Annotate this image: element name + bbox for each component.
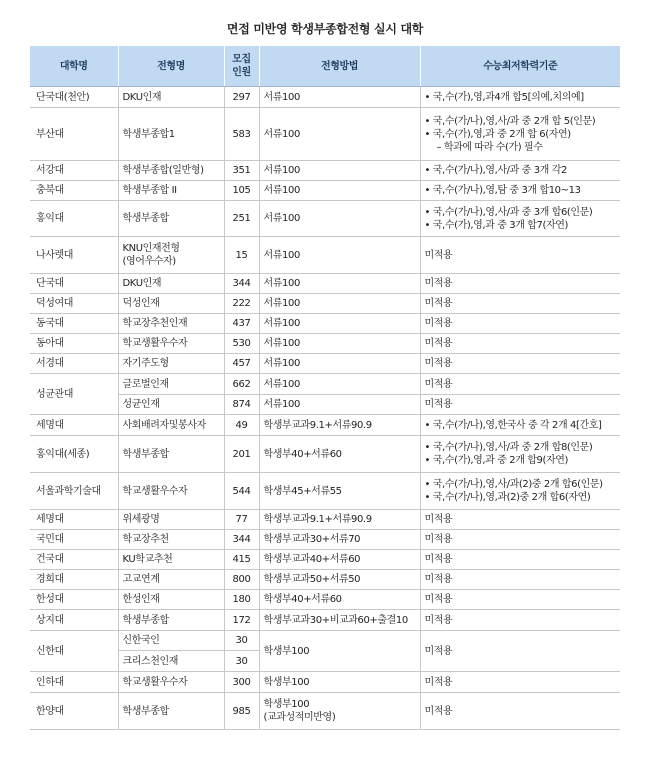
criteria-list [425, 297, 617, 310]
cell-criteria [420, 415, 620, 436]
cell-univ: 홍익대 [30, 201, 118, 237]
cell-quota: 49 [224, 415, 259, 436]
criteria-item: • 국,수(가/나),영,한국사 중 각 2개 4[간호] [424, 419, 602, 431]
table-header-row [30, 46, 620, 87]
cell-univ: 서경대 [30, 354, 118, 374]
cell-criteria [420, 395, 620, 415]
cell-method: 학생부100 [259, 672, 420, 693]
cell-type: 크리스천인재 [118, 651, 224, 672]
cell-univ: 충북대 [30, 181, 118, 201]
cell-type: 고교연계 [118, 570, 224, 590]
criteria-list [425, 184, 617, 197]
cell-quota: 344 [224, 530, 259, 550]
cell-method: 학생부100 (교과성적미반영) [259, 693, 420, 730]
cell-univ: 한성대 [30, 590, 118, 610]
cell-type: 덕성인재 [118, 294, 224, 314]
cell-method: 서류100 [259, 161, 420, 181]
cell-method: 서류100 [259, 87, 420, 108]
cell-criteria [420, 510, 620, 530]
cell-type: DKU인재 [118, 87, 224, 108]
cell-method: 학생부100 [259, 631, 420, 672]
cell-univ: 단국대(천안) [30, 87, 118, 108]
cell-quota: 30 [224, 651, 259, 672]
cell-method: 서류100 [259, 201, 420, 237]
criteria-item: • 국,수(가/나),영,사/과(2)중 2개 합6(인문) [424, 479, 603, 490]
cell-quota: 351 [224, 161, 259, 181]
criteria-item: • 국,수(가),영,과4개 합5[의예,치의예] [424, 91, 584, 103]
cell-method: 학생부교과9.1+서류90.9 [259, 510, 420, 530]
cell-quota: 297 [224, 87, 259, 108]
cell-method: 학생부교과50+서류50 [259, 570, 420, 590]
cell-type: 학생부종합 II [118, 181, 224, 201]
criteria-item: 미적용 [424, 676, 453, 688]
criteria-list [425, 645, 617, 658]
cell-univ: 인하대 [30, 672, 118, 693]
criteria-item: 미적용 [424, 574, 453, 585]
cell-quota: 544 [224, 473, 259, 510]
cell-univ: 나사렛대 [30, 237, 118, 274]
criteria-item: 미적용 [424, 645, 453, 657]
cell-method: 학생부교과30+비교과60+출결10 [259, 610, 420, 631]
cell-univ: 서강대 [30, 161, 118, 181]
table-row [30, 161, 620, 181]
cell-quota: 172 [224, 610, 259, 631]
cell-quota: 300 [224, 672, 259, 693]
cell-method: 학생부45+서류55 [259, 473, 420, 510]
cell-method: 서류100 [259, 237, 420, 274]
cell-univ: 동국대 [30, 314, 118, 334]
table-row [30, 610, 620, 631]
cell-univ: 한양대 [30, 693, 118, 730]
cell-type: 학생부종합1 [118, 108, 224, 161]
cell-criteria [420, 473, 620, 510]
cell-univ: 신한대 [30, 631, 118, 672]
cell-method: 서류100 [259, 274, 420, 294]
cell-criteria [420, 334, 620, 354]
cell-univ: 동아대 [30, 334, 118, 354]
cell-univ: 성균관대 [30, 374, 118, 415]
table-row [30, 436, 620, 473]
criteria-list [425, 164, 617, 177]
criteria-item: 미적용 [424, 614, 453, 626]
cell-quota: 251 [224, 201, 259, 237]
criteria-list [425, 378, 617, 391]
cell-univ: 세명대 [30, 510, 118, 530]
header-method: 전형방법 [259, 46, 420, 87]
criteria-list [425, 513, 617, 526]
table-row [30, 314, 620, 334]
cell-criteria [420, 201, 620, 237]
criteria-list [425, 337, 617, 350]
criteria-list [425, 441, 617, 467]
cell-quota: 583 [224, 108, 259, 161]
cell-type: 성균인재 [118, 395, 224, 415]
cell-method: 서류100 [259, 374, 420, 395]
criteria-list [425, 533, 617, 546]
criteria-item: • 국,수(가),영,과 중 3개 합7(자연) [424, 219, 568, 231]
cell-type: 신한국인 [118, 631, 224, 651]
criteria-item: 미적용 [424, 399, 453, 410]
criteria-list [425, 705, 617, 718]
table-row [30, 473, 620, 510]
cell-method: 서류100 [259, 108, 420, 161]
table-row [30, 550, 620, 570]
table-row [30, 87, 620, 108]
criteria-item: 미적용 [424, 705, 453, 717]
cell-criteria [420, 354, 620, 374]
cell-univ: 세명대 [30, 415, 118, 436]
header-type: 전형명 [118, 46, 224, 87]
criteria-item: – 학과에 따라 수(가) 필수 [436, 141, 543, 153]
table-row [30, 570, 620, 590]
criteria-list [425, 357, 617, 370]
cell-criteria [420, 374, 620, 395]
criteria-item: • 국,수(가/나),영,사/과 중 2개 합8(인문) [424, 442, 593, 453]
cell-univ: 덕성여대 [30, 294, 118, 314]
cell-type: 학교장추천인재 [118, 314, 224, 334]
cell-univ: 홍익대(세종) [30, 436, 118, 473]
criteria-list [425, 206, 617, 232]
table-row [30, 631, 620, 651]
cell-criteria [420, 550, 620, 570]
universities-table [30, 45, 620, 730]
cell-type: KU학교추천 [118, 550, 224, 570]
cell-quota: 222 [224, 294, 259, 314]
criteria-list [425, 317, 617, 330]
table-row [30, 590, 620, 610]
page-title: 면접 미반영 학생부종합전형 실시 대학 [226, 22, 424, 36]
cell-quota: 530 [224, 334, 259, 354]
cell-quota: 201 [224, 436, 259, 473]
cell-method: 서류100 [259, 334, 420, 354]
cell-type: 학생부종합 [118, 610, 224, 631]
criteria-item: • 국,수(가/나),영,사/과 중 2개 합 5(인문) [424, 115, 596, 127]
criteria-list [425, 419, 617, 432]
cell-criteria [420, 530, 620, 550]
table-row [30, 374, 620, 395]
cell-method: 서류100 [259, 181, 420, 201]
cell-type: KNU인재전형 (영어우수자) [118, 237, 224, 274]
table-row [30, 672, 620, 693]
cell-univ: 상지대 [30, 610, 118, 631]
cell-method: 서류100 [259, 354, 420, 374]
table-row [30, 274, 620, 294]
cell-criteria [420, 237, 620, 274]
criteria-item: • 국,수(가/나),영,과(2)중 2개 합6(자연) [424, 492, 591, 503]
criteria-item: 미적용 [424, 594, 453, 605]
cell-type: DKU인재 [118, 274, 224, 294]
table-row [30, 530, 620, 550]
criteria-list [425, 277, 617, 290]
cell-criteria [420, 87, 620, 108]
cell-criteria [420, 631, 620, 672]
criteria-list [425, 593, 617, 606]
cell-method: 학생부교과40+서류60 [259, 550, 420, 570]
criteria-item: 미적용 [424, 338, 453, 349]
cell-method: 학생부40+서류60 [259, 590, 420, 610]
cell-quota: 415 [224, 550, 259, 570]
table-row [30, 415, 620, 436]
cell-quota: 874 [224, 395, 259, 415]
cell-type: 학생부종합 [118, 693, 224, 730]
criteria-item: • 국,수(가),영,과 중 2개 합 6(자연) [424, 128, 571, 140]
cell-univ: 부산대 [30, 108, 118, 161]
cell-type: 사회배려자및봉사자 [118, 415, 224, 436]
cell-quota: 985 [224, 693, 259, 730]
criteria-item: 미적용 [424, 278, 453, 289]
cell-quota: 30 [224, 631, 259, 651]
cell-quota: 15 [224, 237, 259, 274]
cell-method: 서류100 [259, 294, 420, 314]
cell-criteria [420, 274, 620, 294]
cell-quota: 437 [224, 314, 259, 334]
cell-type: 학교생활우수자 [118, 672, 224, 693]
criteria-item: 미적용 [424, 378, 453, 390]
criteria-list [425, 573, 617, 586]
cell-criteria [420, 693, 620, 730]
table-row [30, 693, 620, 730]
criteria-list [425, 478, 617, 504]
cell-criteria [420, 570, 620, 590]
cell-quota: 105 [224, 181, 259, 201]
criteria-item: • 국,수(가),영,과 중 2개 합9(자연) [424, 455, 568, 466]
cell-quota: 457 [224, 354, 259, 374]
cell-method: 서류100 [259, 395, 420, 415]
table-row [30, 354, 620, 374]
cell-criteria [420, 161, 620, 181]
criteria-item: 미적용 [424, 554, 453, 565]
cell-univ: 건국대 [30, 550, 118, 570]
cell-criteria [420, 294, 620, 314]
table-row [30, 201, 620, 237]
criteria-item: 미적용 [424, 514, 453, 525]
cell-type: 학교생활우수자 [118, 473, 224, 510]
criteria-list [425, 115, 617, 154]
cell-type: 학생부종합(일반형) [118, 161, 224, 181]
criteria-item: 미적용 [424, 249, 453, 261]
cell-type: 학교생활우수자 [118, 334, 224, 354]
cell-type: 학생부종합 [118, 436, 224, 473]
cell-method: 학생부40+서류60 [259, 436, 420, 473]
criteria-item: 미적용 [424, 298, 453, 309]
criteria-list [425, 676, 617, 689]
criteria-item: 미적용 [424, 318, 453, 329]
criteria-item: 미적용 [424, 358, 453, 369]
cell-univ: 경희대 [30, 570, 118, 590]
criteria-list [425, 553, 617, 566]
cell-method: 학생부교과30+서류70 [259, 530, 420, 550]
cell-univ: 단국대 [30, 274, 118, 294]
table-row [30, 237, 620, 274]
table-row [30, 181, 620, 201]
criteria-list [425, 614, 617, 627]
cell-criteria [420, 436, 620, 473]
criteria-item: • 국,수(가/나),영,사/과 중 3개 각2 [424, 165, 567, 176]
table-row [30, 294, 620, 314]
criteria-item: • 국,수(가/나),영,탐 중 3개 합10~13 [424, 185, 581, 196]
criteria-list [425, 91, 617, 104]
cell-criteria [420, 108, 620, 161]
header-criteria: 수능최저학력기준 [420, 46, 620, 87]
table-row [30, 510, 620, 530]
cell-criteria [420, 672, 620, 693]
cell-type: 한성인재 [118, 590, 224, 610]
header-quota: 모집 인원 [224, 46, 259, 87]
criteria-list [425, 398, 617, 411]
cell-univ: 국민대 [30, 530, 118, 550]
criteria-item: • 국,수(가/나),영,사/과 중 3개 합6(인문) [424, 206, 593, 218]
cell-criteria [420, 590, 620, 610]
cell-quota: 800 [224, 570, 259, 590]
table-row [30, 334, 620, 354]
cell-univ: 서울과학기술대 [30, 473, 118, 510]
cell-quota: 77 [224, 510, 259, 530]
cell-quota: 662 [224, 374, 259, 395]
cell-type: 위세광명 [118, 510, 224, 530]
table-row [30, 395, 620, 415]
table-row [30, 108, 620, 161]
cell-quota: 344 [224, 274, 259, 294]
cell-type: 자기주도형 [118, 354, 224, 374]
cell-type: 학교장추천 [118, 530, 224, 550]
criteria-list [425, 249, 617, 262]
cell-method: 학생부교과9.1+서류90.9 [259, 415, 420, 436]
criteria-item: 미적용 [424, 534, 453, 545]
cell-quota: 180 [224, 590, 259, 610]
header-univ: 대학명 [30, 46, 118, 87]
cell-method: 서류100 [259, 314, 420, 334]
cell-criteria [420, 314, 620, 334]
cell-criteria [420, 610, 620, 631]
cell-type: 학생부종합 [118, 201, 224, 237]
cell-type: 글로벌인재 [118, 374, 224, 395]
cell-criteria [420, 181, 620, 201]
